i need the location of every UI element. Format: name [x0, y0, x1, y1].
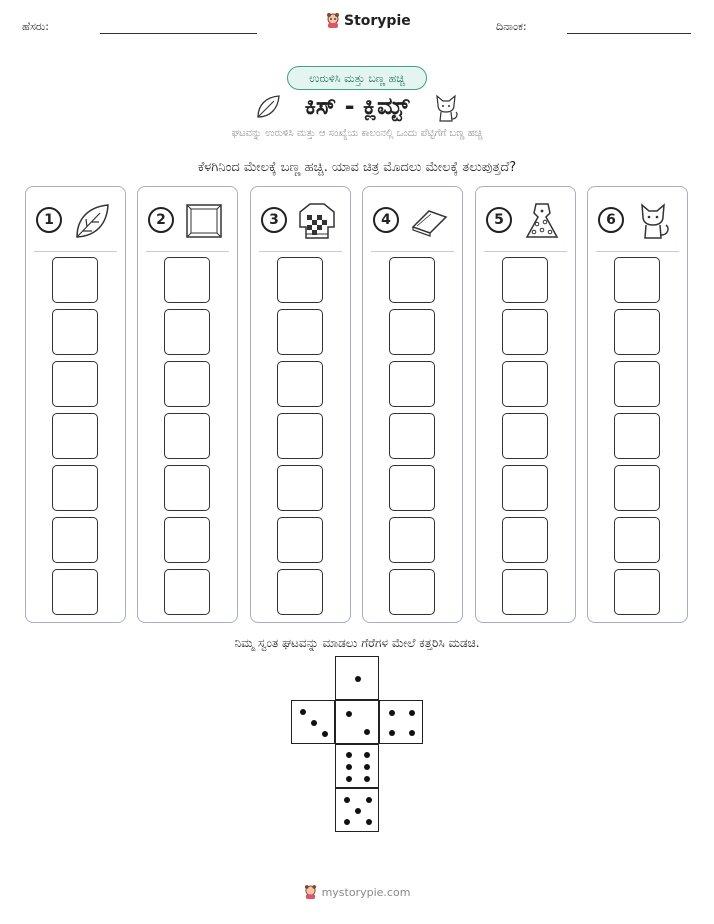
column-1	[25, 186, 126, 623]
column-5	[475, 186, 576, 623]
color-box[interactable]	[614, 465, 660, 511]
pillow-icon	[184, 201, 224, 241]
die-pip	[346, 711, 352, 717]
die-pip	[355, 808, 361, 814]
leaf-icon	[72, 201, 112, 241]
color-box[interactable]	[389, 569, 435, 615]
color-box[interactable]	[164, 309, 210, 355]
column-number: 4	[373, 207, 399, 233]
die-pip	[346, 764, 352, 770]
color-box[interactable]	[164, 517, 210, 563]
die-pip	[364, 752, 370, 758]
color-box[interactable]	[277, 413, 323, 459]
die-pip	[344, 819, 350, 825]
color-box[interactable]	[389, 413, 435, 459]
color-box[interactable]	[277, 517, 323, 563]
column-divider	[259, 251, 342, 252]
name-field-line[interactable]	[100, 33, 257, 34]
dress-icon	[522, 201, 562, 241]
date-field-line[interactable]	[567, 33, 691, 34]
color-box[interactable]	[614, 569, 660, 615]
die-pip	[322, 731, 328, 737]
color-box[interactable]	[389, 257, 435, 303]
color-box[interactable]	[277, 569, 323, 615]
die-pip	[346, 752, 352, 758]
color-box[interactable]	[502, 517, 548, 563]
column-3	[250, 186, 351, 623]
color-box[interactable]	[52, 465, 98, 511]
name-label: ಹೆಸರು:	[22, 20, 49, 33]
color-box[interactable]	[277, 309, 323, 355]
color-box[interactable]	[502, 465, 548, 511]
die-pip	[300, 709, 306, 715]
die-pip	[311, 720, 317, 726]
storypie-mascot-icon	[326, 13, 340, 29]
column-divider	[371, 251, 454, 252]
die-pip	[409, 730, 415, 736]
color-box[interactable]	[52, 413, 98, 459]
color-box[interactable]	[502, 309, 548, 355]
column-number: 2	[148, 207, 174, 233]
footer	[0, 885, 714, 903]
color-box[interactable]	[52, 257, 98, 303]
die-pip	[346, 776, 352, 782]
die-face-1	[335, 656, 379, 700]
color-box[interactable]	[164, 413, 210, 459]
cat-icon	[432, 93, 460, 123]
column-number: 3	[261, 207, 287, 233]
die-pip	[344, 797, 350, 803]
color-box[interactable]	[502, 257, 548, 303]
color-box[interactable]	[502, 361, 548, 407]
activity-badge: ಉರುಳಿಸಿ ಮತ್ತು ಬಣ್ಣ ಹಚ್ಚಿ	[287, 66, 427, 90]
column-divider	[596, 251, 679, 252]
question: ಕೆಳಗಿನಿಂದ ಮೇಲಕ್ಕೆ ಬಣ್ಣ ಹಚ್ಚಿ. ಯಾವ ಚಿತ್ರ ಮೊದಲು ಮೇಲಕ್ಕೆ ತಲುಪುತ್ತದೆ?	[197, 160, 517, 175]
color-box[interactable]	[164, 361, 210, 407]
column-4	[362, 186, 463, 623]
die-pip	[366, 797, 372, 803]
towel-icon	[409, 201, 449, 241]
die-face-6	[335, 744, 379, 788]
die-pip	[364, 776, 370, 782]
die-pip	[389, 730, 395, 736]
column-6	[587, 186, 688, 623]
color-box[interactable]	[277, 465, 323, 511]
color-box[interactable]	[389, 361, 435, 407]
die-pip	[409, 710, 415, 716]
die-face-5	[335, 788, 379, 832]
column-2	[137, 186, 238, 623]
color-box[interactable]	[277, 361, 323, 407]
cat-icon	[634, 201, 674, 241]
die-pip	[355, 676, 361, 682]
color-box[interactable]	[52, 569, 98, 615]
die-pip	[366, 819, 372, 825]
column-divider	[146, 251, 229, 252]
column-number: 1	[36, 207, 62, 233]
color-box[interactable]	[164, 569, 210, 615]
color-box[interactable]	[52, 517, 98, 563]
column-number: 6	[598, 207, 624, 233]
page-title: ಕಿಸ್ - ಕ್ಲಿಮ್ಟ್	[304, 92, 410, 120]
date-label: ದಿನಾಂಕ:	[496, 20, 527, 33]
cut-instruction: ನಿಮ್ಮ ಸ್ವಂತ ಘಟವನ್ನು ಮಾಡಲು ಗೆರೆಗಳ ಮೇಲೆ ಕತ್ತರಿಸಿ ಮಡಚಿ.	[234, 636, 480, 650]
brand-logo	[326, 13, 411, 29]
die-face-4	[379, 700, 423, 744]
column-divider	[484, 251, 567, 252]
color-box[interactable]	[614, 309, 660, 355]
die-face-3	[291, 700, 335, 744]
color-box[interactable]	[614, 413, 660, 459]
storypie-mascot-icon	[304, 885, 317, 900]
die-pip	[364, 729, 370, 735]
color-box[interactable]	[614, 517, 660, 563]
color-box[interactable]	[614, 257, 660, 303]
brand-name: Storypie	[344, 13, 411, 29]
color-box[interactable]	[164, 257, 210, 303]
color-box[interactable]	[389, 517, 435, 563]
die-pip	[389, 710, 395, 716]
column-number: 5	[486, 207, 512, 233]
color-box[interactable]	[52, 309, 98, 355]
instructions: ಘಟವನ್ನು ಉರುಳಿಸಿ ಮತ್ತು ಆ ಸಂಖ್ಯೆಯ ಕಾಲಂನಲ್ಲಿ ಒಂದು ಪೆಟ್ಟಿಗೆಗೆ ಬಣ್ಣ ಹಚ್ಚಿ	[231, 128, 483, 139]
color-box[interactable]	[277, 257, 323, 303]
footer-url[interactable]: mystorypie.com	[321, 886, 411, 899]
die-face-2	[335, 700, 379, 744]
color-box[interactable]	[502, 413, 548, 459]
color-box[interactable]	[389, 465, 435, 511]
color-box[interactable]	[389, 309, 435, 355]
column-divider	[34, 251, 117, 252]
die-pip	[364, 764, 370, 770]
color-box[interactable]	[164, 465, 210, 511]
sweater-icon	[297, 201, 337, 241]
color-box[interactable]	[502, 569, 548, 615]
color-box[interactable]	[52, 361, 98, 407]
color-box[interactable]	[614, 361, 660, 407]
